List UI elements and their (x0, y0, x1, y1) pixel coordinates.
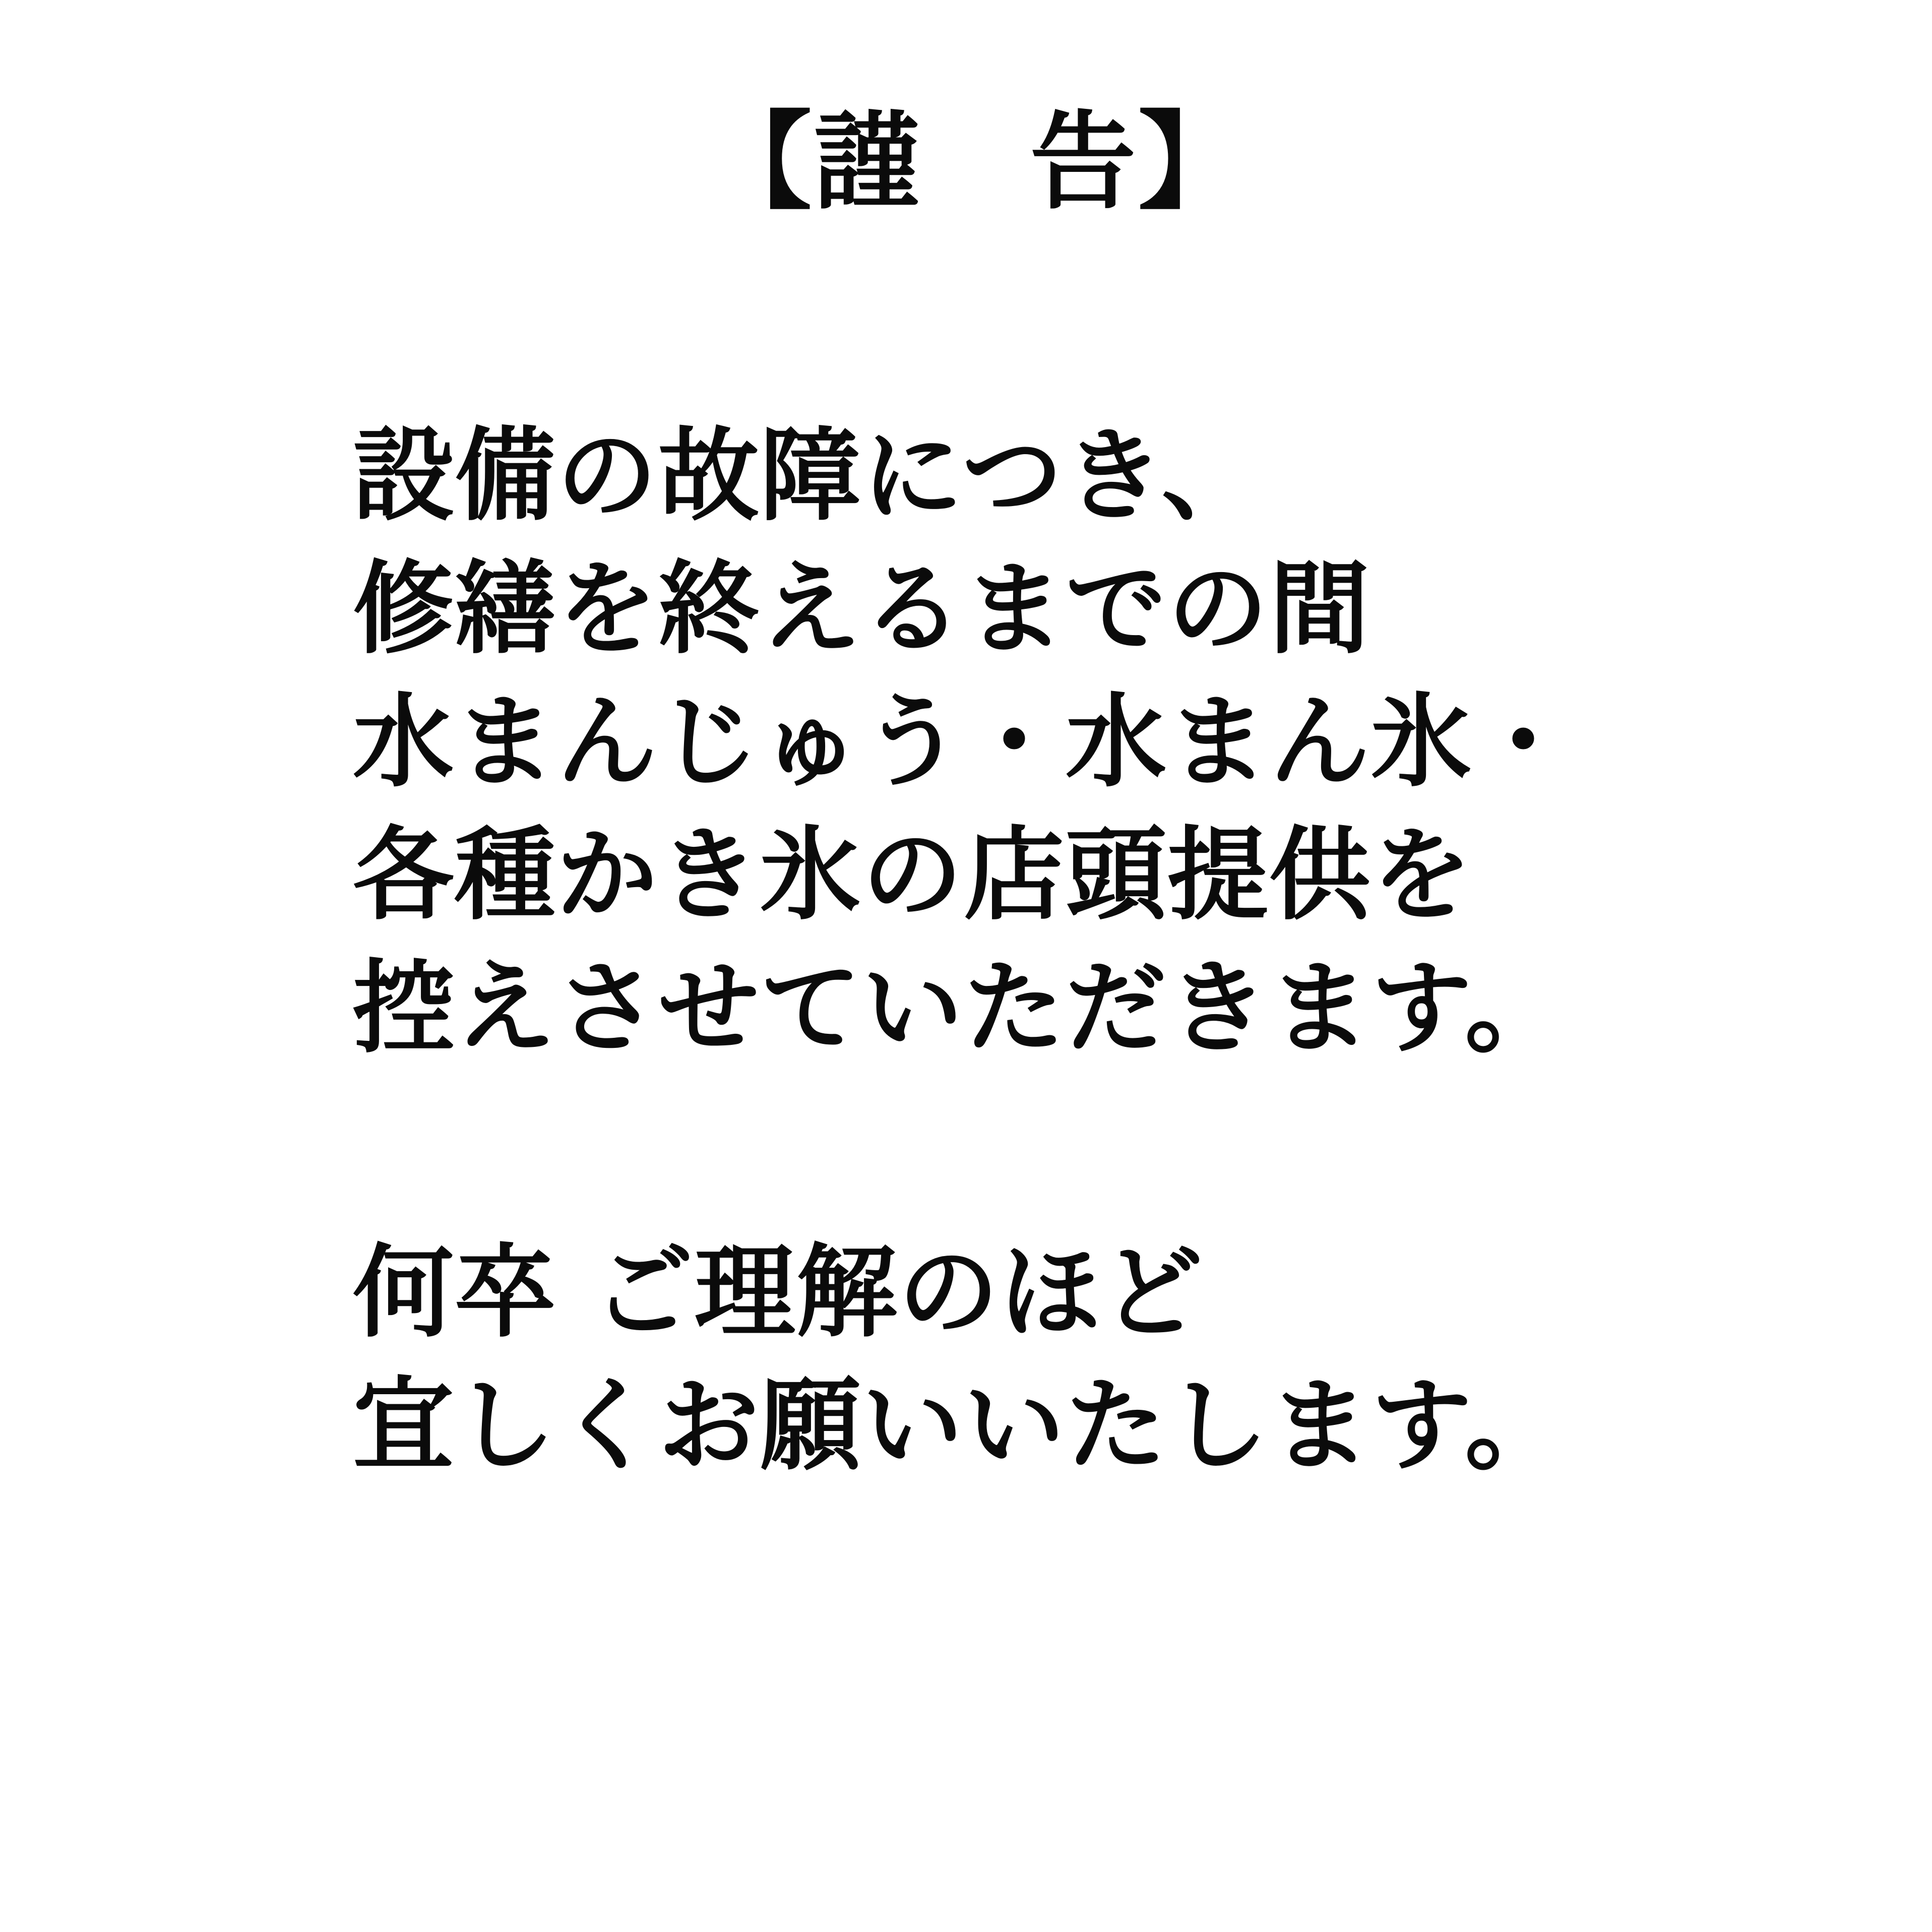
notice-body-line-5: 控えさせていただきます。 (353, 948, 1567, 1067)
notice-body-line-2: 修繕を終えるまでの間 (353, 549, 1372, 668)
page-title: 【謹 告】 (706, 99, 1246, 224)
paragraph-spacer (151, 1075, 1781, 1226)
notice-body (151, 409, 1781, 1075)
notice-closing-line-2: 宜しくお願いいたします。 (353, 1365, 1567, 1484)
notice-closing (151, 1226, 1781, 1492)
notice-closing-line-1: 何卒 ご理解のほど (353, 1232, 1204, 1351)
notice-body-line-1: 設備の故障につき、 (353, 416, 1264, 535)
notice-body-line-4: 各種かき氷の店頭提供を (353, 815, 1473, 934)
notice-body-line-3: 水まんじゅう・水まん氷・ (353, 682, 1575, 801)
